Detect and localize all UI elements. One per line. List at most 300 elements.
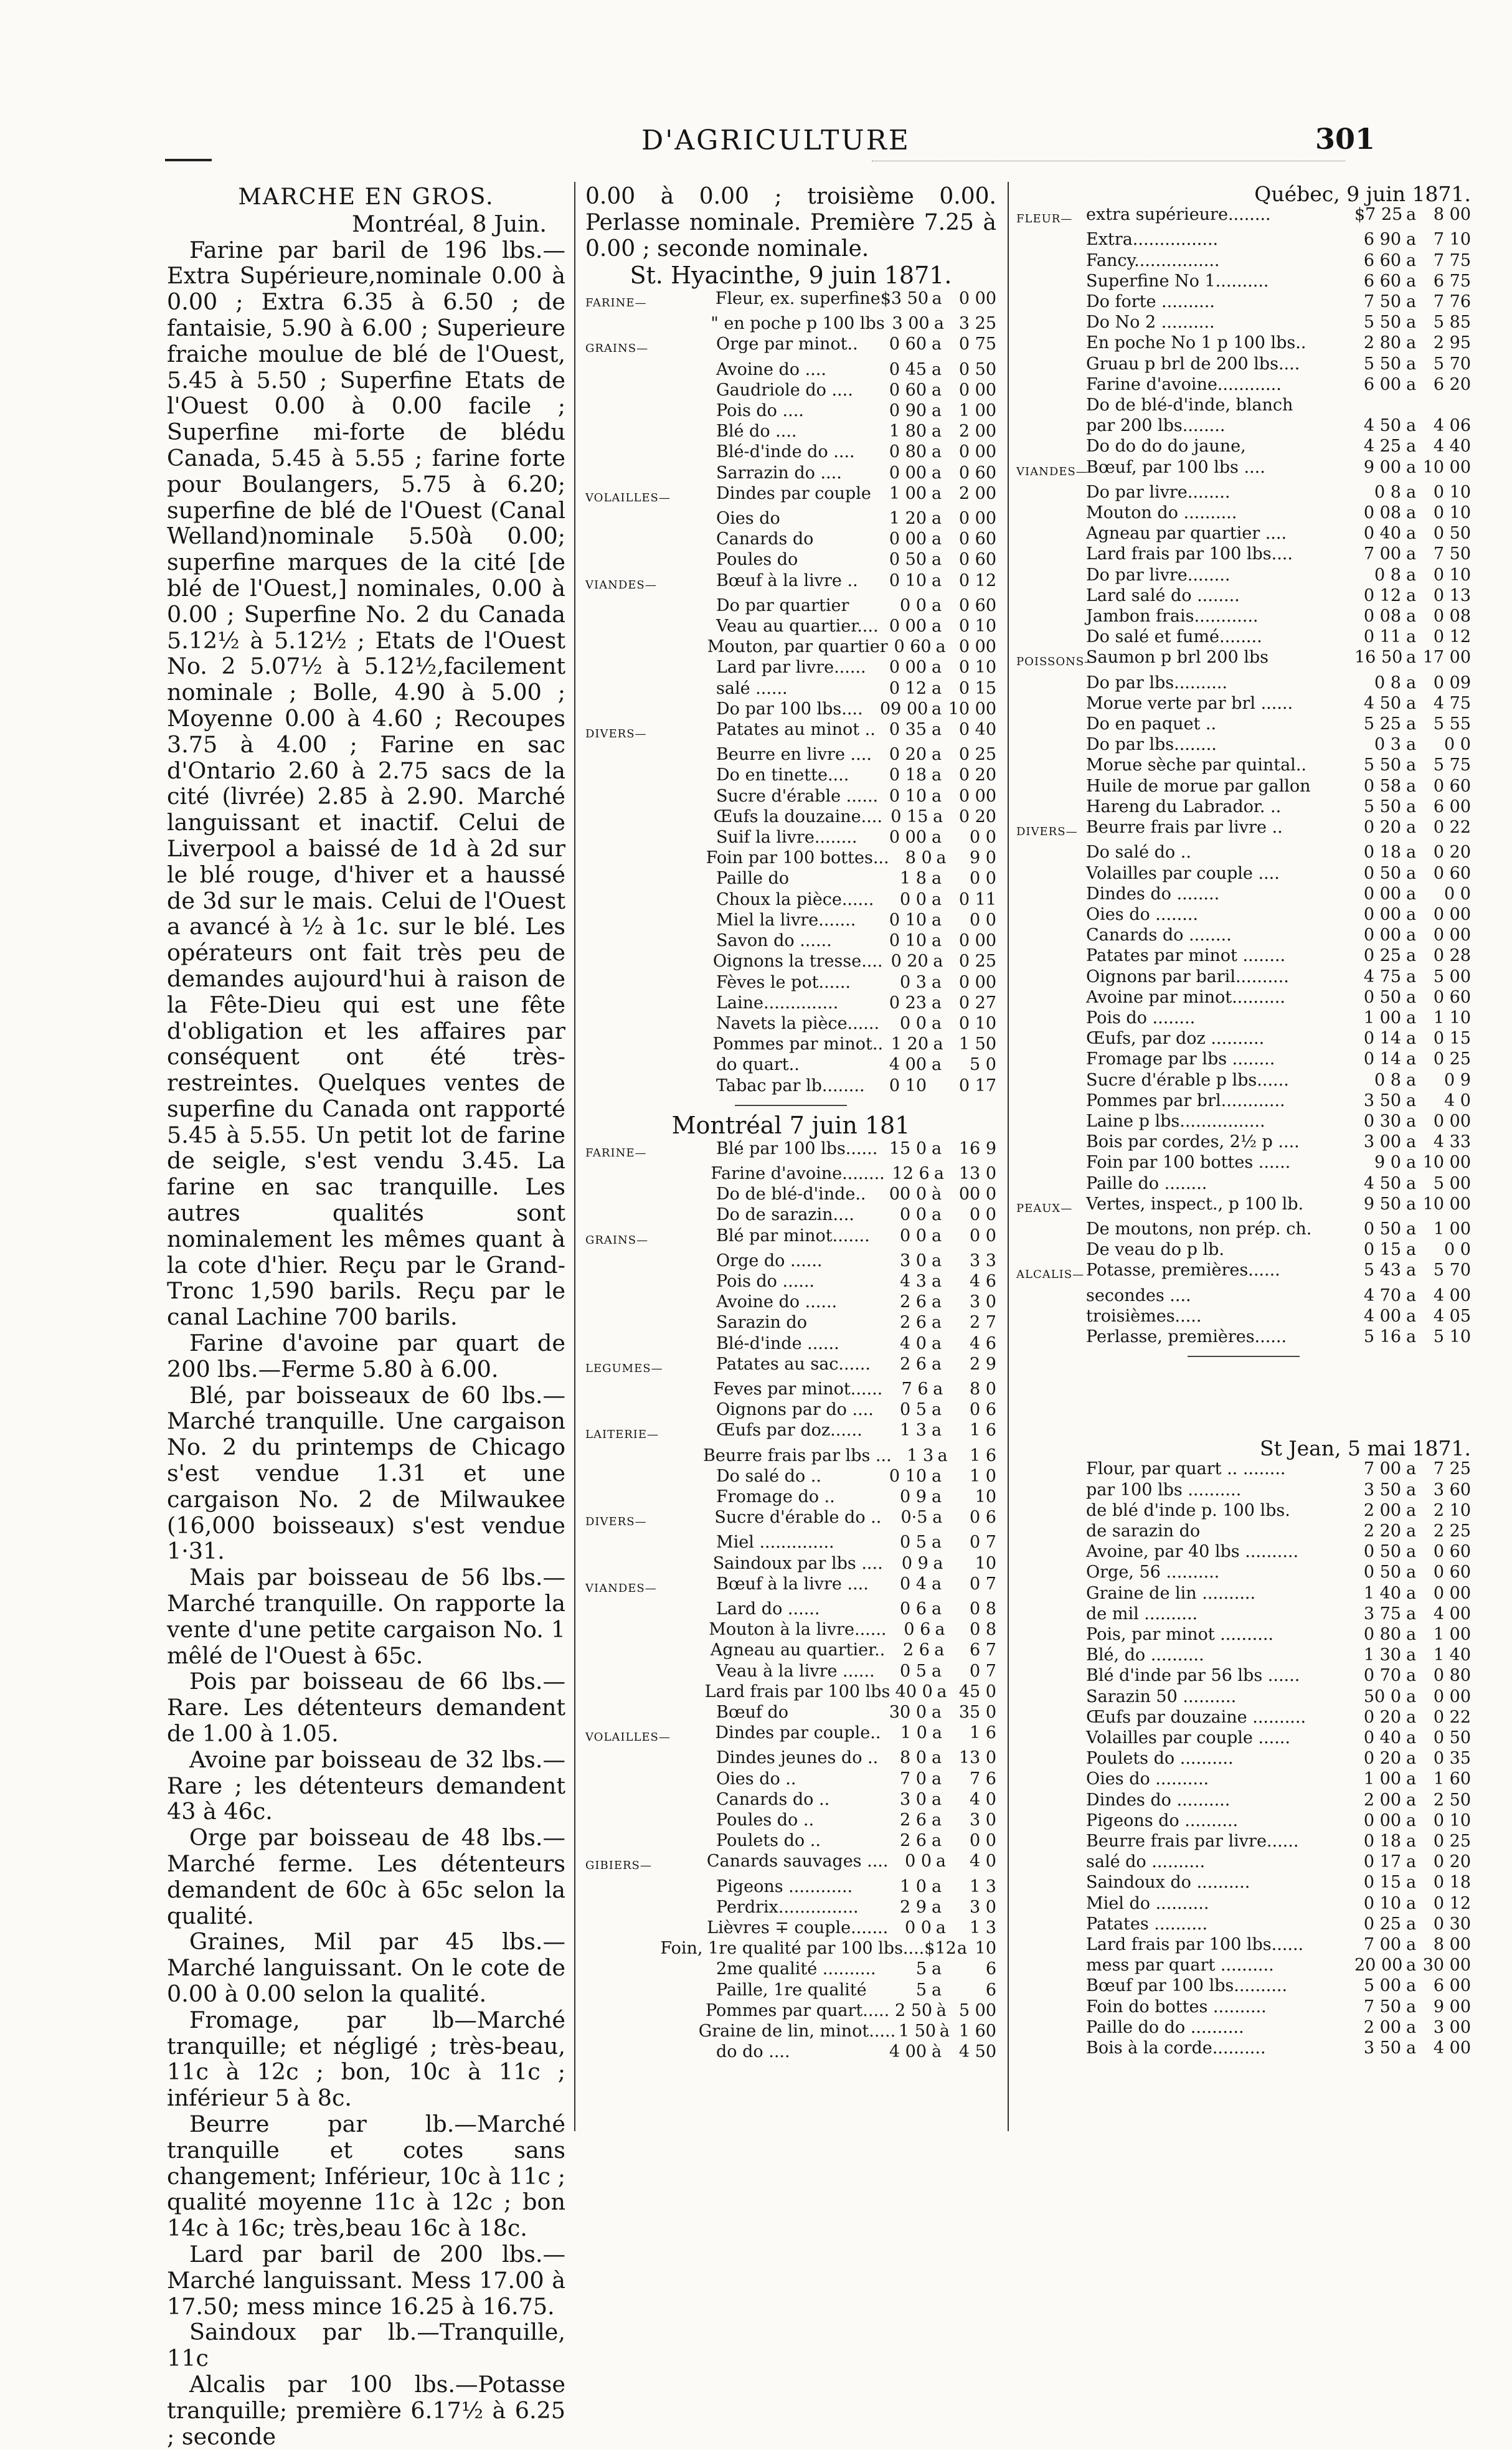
- price-row: [585, 595, 996, 616]
- category-label: [585, 1619, 709, 1640]
- item-label: Beurre en livre ....: [716, 745, 872, 765]
- price-high: 16 9: [958, 1138, 996, 1158]
- price-row: [1016, 291, 1471, 312]
- price-high: 10 00: [1422, 457, 1471, 477]
- price-low: 0 3: [1374, 735, 1401, 755]
- price-row: [585, 1292, 996, 1312]
- price-row: [585, 930, 996, 951]
- category-label: [1016, 565, 1086, 585]
- price-high: 4 05: [1433, 1306, 1471, 1326]
- category-label: [585, 930, 716, 951]
- price-low: 16 50: [1354, 648, 1403, 668]
- price-low: 0 17: [1363, 1852, 1401, 1872]
- item-label: extra supérieure........: [1086, 205, 1271, 225]
- price-high: 8 00: [1433, 1935, 1471, 1955]
- item-label: Paille do: [716, 869, 790, 889]
- item-label: Bœuf par 100 lbs..........: [1086, 1976, 1288, 1996]
- price-row: [585, 1054, 996, 1075]
- item-label: Oignons par do ....: [716, 1400, 874, 1420]
- price-table: [1016, 1459, 1471, 2058]
- item-label: Foin, 1re qualité par 100 lbs....: [660, 1939, 925, 1959]
- category-label: [1016, 755, 1086, 775]
- price-row: [585, 1034, 996, 1054]
- price-row: [1016, 436, 1471, 456]
- price-high: 7 76: [1433, 292, 1471, 312]
- price-separator: a: [931, 1354, 942, 1374]
- item-label: Dindes par couple: [716, 483, 871, 503]
- price-row: [1016, 884, 1471, 904]
- category-label: [1016, 1728, 1086, 1748]
- price-separator: [1401, 395, 1421, 415]
- price-row: [585, 442, 996, 462]
- price-separator: a: [931, 422, 942, 442]
- price-high: 2 7: [970, 1313, 996, 1333]
- category-label: [585, 595, 716, 616]
- price-row: [585, 1851, 996, 1876]
- page-number: 301: [1315, 122, 1376, 156]
- price-separator: a: [931, 889, 942, 909]
- price-high: 0 0: [970, 828, 996, 848]
- price-separator: a: [1406, 1542, 1417, 1562]
- price-high: 2 25: [1433, 1521, 1471, 1541]
- category-label: [585, 744, 716, 765]
- price-row: [585, 636, 996, 657]
- price-low: 0 8: [1374, 673, 1401, 693]
- price-low: 12 6: [892, 1163, 930, 1183]
- price-low: 0 10: [889, 570, 927, 590]
- item-label: par 100 lbs ..........: [1086, 1480, 1242, 1500]
- category-label: [1016, 967, 1086, 987]
- price-low: 0 00: [1363, 904, 1401, 924]
- price-row: [1016, 1790, 1471, 1810]
- price-high: 6 7: [970, 1640, 996, 1660]
- price-high: 0 20: [958, 765, 996, 785]
- price-low: 4 0: [900, 1333, 927, 1353]
- price-row: [1016, 1500, 1471, 1521]
- category-label: LEGUMES—: [585, 1361, 663, 1375]
- price-low: 6 60: [1363, 271, 1401, 291]
- price-high: 0 10: [958, 1013, 996, 1033]
- price-high: 6: [985, 1980, 996, 2000]
- price-separator: a: [1406, 524, 1417, 544]
- price-high: 0 60: [1433, 776, 1471, 796]
- price-row: [1016, 1173, 1471, 1194]
- column-1-market-report: [167, 184, 565, 2449]
- category-label: [1016, 291, 1086, 312]
- price-row: [1016, 1327, 1471, 1347]
- item-label: Fleur, ex. superfine: [715, 289, 881, 308]
- item-label: Bœuf à la livre ....: [716, 1574, 869, 1594]
- item-label: De moutons, non prép. ch.: [1086, 1219, 1312, 1239]
- category-label: [585, 1599, 716, 1619]
- price-high: 0 25: [958, 952, 996, 972]
- price-low: 8 0: [905, 848, 932, 868]
- item-label: Blé par 100 lbs......: [716, 1138, 878, 1158]
- category-label: [1016, 1790, 1086, 1810]
- category-label: FLEUR—: [1016, 212, 1073, 226]
- price-low: 1 00: [1363, 1008, 1401, 1028]
- price-low: 0 5: [900, 1533, 927, 1553]
- price-row: [585, 1980, 996, 2000]
- price-row: [585, 765, 996, 785]
- item-label: Oignons par baril..........: [1086, 967, 1289, 986]
- price-separator: a: [933, 952, 943, 972]
- item-label: Gaudriole do ....: [716, 380, 853, 400]
- item-label: Perlasse, premières......: [1086, 1327, 1287, 1346]
- price-high: 0 25: [958, 745, 996, 765]
- price-separator: a: [1406, 1873, 1417, 1893]
- section-rule: [735, 1105, 847, 1106]
- price-separator: a: [1406, 1790, 1417, 1810]
- category-label: PEAUX—: [1016, 1201, 1073, 1215]
- price-row: [1016, 1285, 1471, 1306]
- price-low: 0 23: [889, 993, 927, 1013]
- price-separator: a: [931, 1574, 942, 1594]
- item-label: Volailles par couple ....: [1086, 863, 1280, 883]
- item-label: Pommes par quart.....: [705, 2000, 890, 2020]
- item-label: Pois, par minot ..........: [1086, 1625, 1273, 1644]
- item-label: salé ......: [716, 678, 788, 698]
- price-separator: a: [1406, 271, 1417, 291]
- price-high: 0 00: [958, 786, 996, 806]
- category-label: [1016, 1914, 1086, 1934]
- price-high: 4 0: [970, 1852, 996, 1871]
- category-label: [1016, 1583, 1086, 1604]
- price-row: [1016, 1260, 1471, 1285]
- price-row: [585, 1619, 996, 1640]
- item-label: Saindoux do ..........: [1086, 1873, 1250, 1893]
- price-separator: a: [931, 570, 942, 590]
- item-label: Jambon frais............: [1086, 607, 1259, 627]
- item-label: Oies do ..: [716, 1769, 796, 1789]
- price-row: [585, 1226, 996, 1251]
- price-row: [585, 1938, 996, 1959]
- price-high: 10: [975, 1939, 996, 1959]
- category-label: [1016, 1008, 1086, 1028]
- category-label: [1016, 673, 1086, 693]
- price-row: [585, 699, 996, 719]
- price-high: 2 50: [1433, 1790, 1471, 1810]
- price-low: 4 50: [1363, 1173, 1401, 1193]
- item-label: Œufs par douzaine ..........: [1086, 1707, 1306, 1727]
- price-separator: a: [1406, 1132, 1417, 1152]
- price-low: 0 70: [1363, 1666, 1401, 1686]
- price-separator: a: [931, 828, 942, 848]
- paragraph: Alcalis par 100 lbs.—Potasse tranquille; première 6.17½ à 6.25 ; seconde: [167, 2370, 565, 2450]
- price-separator: à: [936, 2000, 947, 2020]
- price-row: [585, 288, 996, 313]
- price-separator: a: [1406, 1935, 1417, 1955]
- category-label: [1016, 945, 1086, 966]
- price-separator: a: [1406, 1327, 1417, 1346]
- price-separator: a: [931, 1789, 942, 1809]
- price-low: 0 6: [904, 1620, 931, 1640]
- item-label: Do par 100 lbs....: [716, 699, 863, 719]
- price-high: 0 8: [970, 1599, 996, 1619]
- item-label: Dindes par couple..: [715, 1723, 881, 1743]
- price-row: [585, 400, 996, 421]
- price-separator: a: [935, 1620, 945, 1640]
- price-row: [585, 1599, 996, 1619]
- price-high: 0 0: [1444, 884, 1471, 904]
- category-label: [1016, 1459, 1086, 1479]
- price-high: 0 35: [1433, 1749, 1471, 1769]
- price-separator: a: [1406, 585, 1417, 605]
- price-row: [585, 2000, 996, 2021]
- price-high: 2 9: [970, 1354, 996, 1374]
- price-low: 0·5: [900, 1508, 928, 1528]
- category-label: [1016, 482, 1086, 503]
- price-high: 0 28: [1433, 946, 1471, 966]
- price-low: 5 50: [1363, 755, 1401, 775]
- price-high: 10 00: [948, 699, 996, 719]
- item-label: Do par livre........: [1086, 482, 1231, 502]
- price-high: 0 60: [1433, 1563, 1471, 1582]
- price-high: 8 0: [970, 1379, 996, 1399]
- price-high: 0 00: [958, 972, 996, 992]
- category-label: [1016, 2017, 1086, 2038]
- category-label: [1016, 2038, 1086, 2058]
- price-low: 0 14: [1363, 1049, 1401, 1069]
- price-row: [585, 1312, 996, 1333]
- item-label: Miel la livre.......: [716, 910, 856, 930]
- category-label: [585, 1897, 716, 1918]
- price-low: $12: [924, 1939, 957, 1959]
- price-row: [1016, 585, 1471, 606]
- price-low: 7 00: [1363, 1459, 1401, 1479]
- price-row: [585, 549, 996, 570]
- price-high: 0 20: [1433, 1852, 1471, 1872]
- price-high: 0 00: [1433, 1111, 1471, 1131]
- price-separator: a: [932, 806, 943, 826]
- price-row: [585, 1076, 996, 1096]
- price-high: 4 33: [1433, 1132, 1471, 1152]
- item-label: Do par lbs..........: [1086, 673, 1227, 693]
- category-label: [1016, 842, 1086, 863]
- category-label: [1016, 1090, 1086, 1111]
- category-label: [1016, 1893, 1086, 1914]
- price-row: [585, 1681, 996, 1702]
- price-row: [1016, 1728, 1471, 1748]
- paragraph: Farine par baril de 196 lbs.—Extra Supérieure,nominale 0.00 à 0.00 ; Extra 6.35 à 6.50 ; de fantaisie, 5.90 à 6.00 ; Superieure fraiche moulue de blé de l'Ouest, 5.45 à 5.50 ; Superfine Etats de l'Ouest 0.00 à 0.00 facile ; Superfine mi-forte de blédu Canada, 5.45 à 5.55 ; farine forte pour Boulangers, 5.75 à 6.20; superfine de blé de l'Ouest (Canal Welland)nominale 5.50à 0.00; superfine marques de la cité [de blé de l'Ouest,] nominales, 0.00 à 0.00 ; Superfine No. 2 du Canada 5.12½ à 5.12½ ; Etats de l'Ouest No. 2 5.07½ à 5.12½,facilement nominale ; Bolle, 4.90 à 5.00 ; Moyenne 0.00 à 4.60 ; Recoupes 3.75 à 4.00 ; Farine en sac d'Ontario 2.60 à 2.75 sacs de la cité (livrée) 2.85 à 2.90. Marché languissant et inactif. Celui de Liverpool a baissé de 1d à 2d sur le blé rouge, d'hiver et a haussé de 3d sur le mais. Celui de l'Ouest a avancé à ½ à 1c. sur le blé. Les opérateurs ont fait très peu de demandes aujourd'hui à raison de la Fête-Dieu qui est une fête d'obligation et les affaires par conséquent ont été très-restreintes. Quelques ventes de superfine du Canada ont rapporté 5.45 à 5.55. Un petit lot de farine de seigle, s'est vendu 3.45. La farine en sac tranquille. Les autres qualités sont nominalement les mêmes quant à la cote d'hier. Reçu par le Grand-Tronc 1,590 barils. Reçu par le canal Lachine 700 barils.: [167, 236, 565, 1331]
- category-label: [1016, 503, 1086, 523]
- price-separator: a: [931, 595, 942, 615]
- price-low: 6 90: [1363, 230, 1401, 250]
- category-label: [585, 1076, 716, 1096]
- price-high: 7 50: [1433, 544, 1471, 564]
- price-row: [1016, 1583, 1471, 1604]
- price-high: 4 0: [970, 1789, 996, 1809]
- item-label: Blé par minot.......: [716, 1226, 870, 1246]
- section-dateline: Montréal 7 juin 181: [671, 1111, 910, 1139]
- price-low: 2 6: [903, 1640, 930, 1660]
- price-high: 5 55: [1433, 714, 1471, 734]
- price-high: 0 0: [970, 1831, 996, 1851]
- price-separator: a: [1406, 1459, 1417, 1479]
- price-separator: a: [934, 1640, 945, 1660]
- price-separator: a: [931, 869, 942, 889]
- item-label: Agneau au quartier..: [710, 1640, 886, 1660]
- price-high: 4 75: [1433, 693, 1471, 713]
- price-row: [585, 1918, 996, 1938]
- price-separator: a: [1406, 374, 1417, 394]
- price-low: 1 0: [900, 1723, 927, 1743]
- paragraph: Farine d'avoine par quart de 200 lbs.—Ferme 5.80 à 6.00.: [167, 1330, 565, 1383]
- dateline: Montréal, 8 Juin.: [352, 210, 547, 237]
- price-high: 1 50: [958, 1034, 996, 1054]
- price-row: [1016, 1997, 1471, 2017]
- price-separator: a: [931, 1421, 942, 1440]
- price-row: [1016, 606, 1471, 627]
- category-label: [585, 380, 716, 400]
- item-label: de sarazin do: [1086, 1521, 1201, 1541]
- category-label: [585, 2000, 706, 2021]
- category-label: [585, 1830, 716, 1851]
- category-label: [1016, 1028, 1086, 1049]
- price-low: 2 9: [900, 1897, 927, 1917]
- category-label: [585, 848, 706, 868]
- item-label: Œufs, par doz ..........: [1086, 1029, 1265, 1049]
- price-high: 0 0: [970, 869, 996, 889]
- category-label: [1016, 1645, 1086, 1665]
- price-separator: a: [1406, 1111, 1417, 1131]
- category-label: [585, 1876, 716, 1897]
- price-separator: a: [931, 529, 942, 549]
- price-low: 1 40: [1363, 1583, 1401, 1603]
- price-low: 09 00: [880, 699, 928, 719]
- price-high: 0 60: [1433, 863, 1471, 883]
- price-row: [1016, 1893, 1471, 1914]
- price-separator: a: [1406, 904, 1417, 924]
- category-label: [585, 1640, 711, 1660]
- price-row: [1016, 565, 1471, 585]
- price-low: 0 50: [1363, 863, 1401, 883]
- price-row: [1016, 523, 1471, 544]
- category-label: [585, 1938, 660, 1959]
- price-low: 0 8: [1374, 482, 1401, 502]
- price-low: 3 00: [892, 314, 930, 334]
- price-separator: a: [931, 1897, 942, 1917]
- price-low: 0 0: [900, 1226, 927, 1246]
- item-label: Mouton do ..........: [1086, 503, 1237, 523]
- price-row: [585, 1748, 996, 1768]
- category-label: GRAINS—: [585, 342, 649, 356]
- price-high: 0 27: [958, 993, 996, 1013]
- item-label: Lièvres ∓ couple.......: [707, 1918, 889, 1938]
- price-row: [1016, 1090, 1471, 1111]
- category-label: [1016, 1955, 1086, 1975]
- item-label: par 200 lbs........: [1086, 416, 1226, 436]
- price-high: 0 10: [1433, 503, 1471, 523]
- price-separator: a: [1406, 437, 1417, 456]
- price-high: 4 00: [1433, 1285, 1471, 1305]
- item-label: Beurre frais par lbs ...: [703, 1445, 892, 1465]
- category-label: [585, 951, 713, 972]
- price-low: 0 60: [889, 334, 927, 354]
- price-separator: a: [933, 1379, 943, 1399]
- item-label: Patates ..........: [1086, 1914, 1208, 1934]
- price-separator: a: [1406, 755, 1417, 775]
- category-label: [585, 1702, 716, 1723]
- category-label: [1016, 250, 1086, 271]
- item-label: Graine de lin, minot.....: [698, 2022, 896, 2041]
- price-high: 0 25: [1433, 1832, 1471, 1852]
- price-separator: a: [937, 1681, 947, 1701]
- price-low: 3 50: [1363, 1480, 1401, 1500]
- price-low: 9 0: [1374, 1153, 1401, 1173]
- price-low: 1 3: [907, 1445, 934, 1465]
- price-low: 0 40: [1363, 524, 1401, 544]
- item-label: Feves par minot......: [713, 1379, 883, 1399]
- price-separator: a: [1406, 1749, 1417, 1769]
- price-low: 0 15: [1363, 1240, 1401, 1260]
- item-label: Dindes do ........: [1086, 884, 1220, 904]
- item-label: Sarazin 50 ..........: [1086, 1686, 1237, 1706]
- price-high: 4 00: [1433, 1604, 1471, 1624]
- price-row: [585, 951, 996, 972]
- category-label: [585, 636, 707, 657]
- category-label: DIVERS—: [585, 1515, 647, 1529]
- price-row: [585, 827, 996, 848]
- price-separator: a: [935, 1918, 946, 1938]
- price-separator: a: [931, 334, 942, 354]
- price-low: 3 50: [1363, 2038, 1401, 2058]
- price-high: 10 00: [1422, 1194, 1471, 1214]
- price-row: [1016, 945, 1471, 966]
- price-high: 1 00: [1433, 1625, 1471, 1644]
- price-separator: a: [1406, 627, 1417, 647]
- item-label: Lard frais par 100 lbs....: [1086, 544, 1293, 564]
- item-label: Dindes do ..........: [1086, 1790, 1231, 1810]
- item-label: Paille do ........: [1086, 1173, 1207, 1193]
- category-label: [585, 1013, 716, 1034]
- item-label: Flour, par quart .. ........: [1086, 1459, 1286, 1479]
- column-divider-2: [1008, 182, 1009, 2131]
- price-row: [585, 1013, 996, 1034]
- category-label: [585, 1681, 705, 1702]
- price-low: 0 58: [1363, 776, 1401, 796]
- price-separator: a: [1406, 1285, 1417, 1305]
- price-separator: a: [1406, 1645, 1417, 1665]
- price-high: 0 15: [1433, 1029, 1471, 1049]
- category-label: [1016, 523, 1086, 544]
- item-label: Blé-d'inde ......: [716, 1333, 839, 1353]
- category-label: VIANDES—: [585, 1581, 657, 1595]
- price-row: [1016, 1975, 1471, 1996]
- price-row: [585, 1876, 996, 1897]
- price-high: 2 95: [1433, 333, 1471, 353]
- price-separator: a: [1406, 2038, 1417, 2058]
- price-separator: a: [933, 1553, 943, 1573]
- price-low: 0 00: [889, 617, 927, 636]
- category-label: GRAINS—: [585, 1233, 649, 1247]
- item-label: Fromage par lbs ........: [1086, 1049, 1275, 1069]
- price-low: 0 0: [904, 1918, 932, 1938]
- price-high: 0 00: [958, 289, 996, 308]
- price-low: 0 50: [1363, 987, 1401, 1007]
- price-high: 9 00: [1433, 1997, 1471, 2017]
- price-high: 0 09: [1433, 673, 1471, 693]
- price-low: 1 80: [889, 422, 927, 442]
- item-label: Pommes par minot..: [712, 1034, 884, 1054]
- price-separator: à: [931, 2042, 942, 2062]
- price-separator: a: [1406, 1625, 1417, 1644]
- price-separator: a: [1406, 230, 1417, 250]
- price-row: [585, 1420, 996, 1445]
- price-row: [585, 1723, 996, 1748]
- price-separator: a: [1406, 1956, 1417, 1975]
- price-separator: a: [931, 1769, 942, 1789]
